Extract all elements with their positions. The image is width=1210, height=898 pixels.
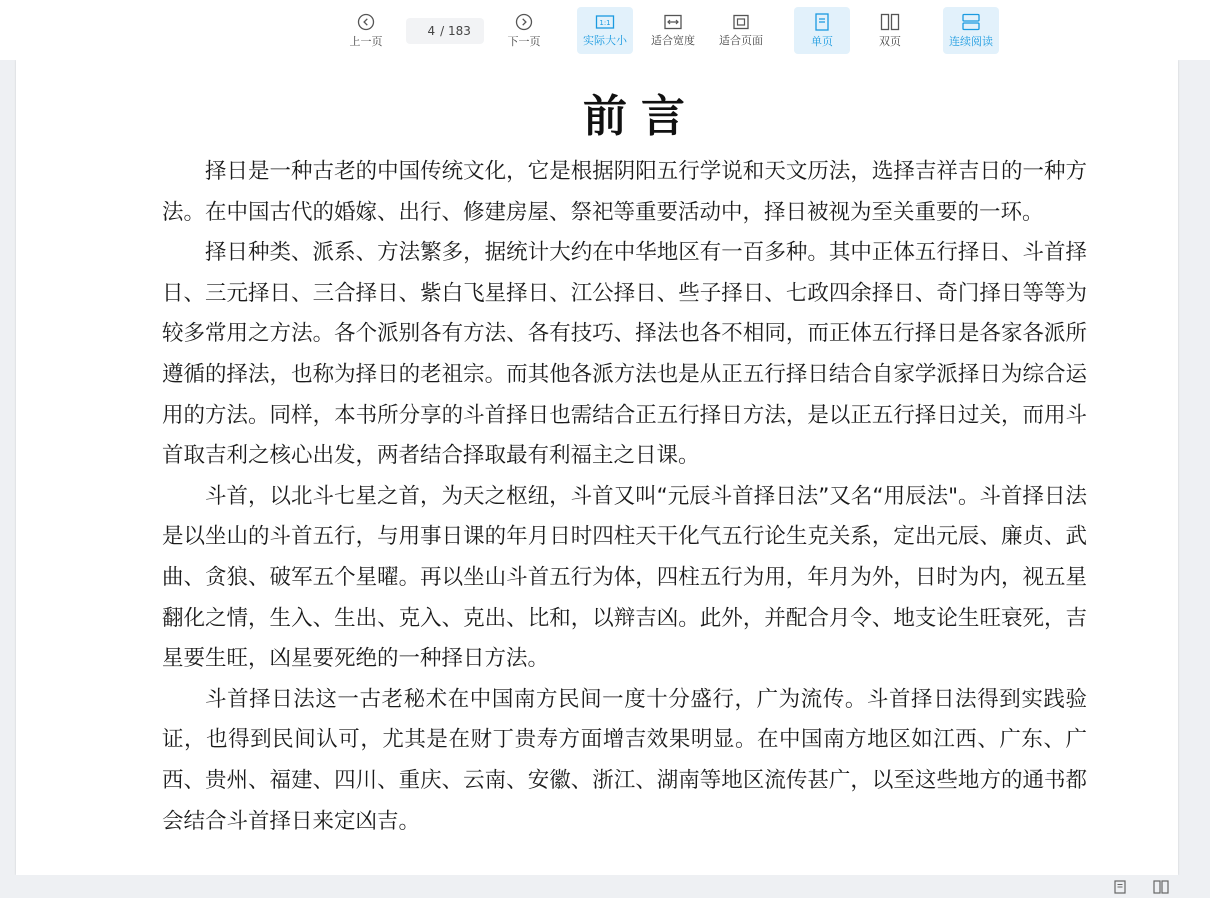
document-viewport[interactable] — [0, 60, 1210, 875]
fit-width-label: 适合宽度 — [651, 33, 695, 47]
fit-page-button[interactable] — [713, 7, 769, 54]
double-page-button[interactable] — [862, 7, 918, 54]
continuous-reading-label: 连续阅读 — [949, 34, 993, 48]
svg-text:1:1: 1:1 — [599, 18, 611, 27]
fit-width-button[interactable] — [645, 7, 701, 54]
single-page-button[interactable] — [794, 7, 850, 54]
chevron-left-circle-icon — [357, 13, 375, 31]
double-page-icon — [880, 13, 900, 31]
double-page-label: 双页 — [879, 34, 901, 48]
prev-page-label: 上一页 — [349, 34, 383, 48]
paragraph-1: 择日是一种古老的中国传统文化，它是根据阴阳五行学说和天文历法，选择吉祥吉日的一种方法。在中国古代的婚嫁、出行、修建房屋、祭祀等重要活动中，择日被视为至关重要的一环。 — [162, 159, 1087, 225]
chevron-right-circle-icon — [515, 13, 533, 31]
paragraph-4: 斗首择日法这一古老秘术在中国南方民间一度十分盛行，广为流传。斗首择日法得到实践验证，也得到民间认可，尤其是在财丁贵寿方面增吉效果明显。在中国南方地区如江西、广东、广西、贵州、福建、四川、重庆、云南、安徽、浙江、湖南等地区流传甚广，以至这些地方的通书都会结合斗首择日来定凶吉。 — [162, 686, 1087, 834]
single-page-view-icon[interactable] — [1114, 879, 1126, 898]
page-body — [162, 152, 1087, 842]
page-indicator — [406, 18, 484, 44]
document-page — [16, 60, 1178, 875]
double-page-view-icon[interactable] — [1153, 879, 1169, 898]
status-bar — [0, 875, 1210, 893]
viewer-toolbar — [0, 0, 1210, 60]
paragraph-3: 斗首，以北斗七星之首，为天之枢纽，斗首又叫“元辰斗首择日法”又名“用辰法"。斗首择日法是以坐山的斗首五行，与用事日课的年月日时四柱天干化气五行论生克关系，定出元辰、廉贞、武曲、贪狼、破军五个星曜。再以坐山斗首五行为体，四柱五行为用，年月为外，日时为内，视五星翻化之情，生入、生出、克入、克出、比和，以辩吉凶。此外，并配合月令、地支论生旺衰死，吉星要生旺，凶星要死绝的一种择日方法。 — [162, 483, 1087, 672]
fit-width-icon — [663, 14, 683, 30]
page-number-input[interactable] — [419, 24, 435, 38]
continuous-reading-icon — [961, 13, 981, 31]
paragraph-2: 择日种类、派系、方法繁多，据统计大约在中华地区有一百多种。其中正体五行择日、斗首择日、三元择日、三合择日、紫白飞星择日、江公择日、些子择日、七政四余择日、奇门择日等等为较多常用之方法。各个派别各有方法、各有技巧、择法也各不相同，而正体五行择日是各家各派所遵循的择法，也称为择日的老祖宗。而其他各派方法也是从正五行择日结合自家学派择日为综合运用的方法。同样，本书所分享的斗首择日也需结合正五行择日方法，是以正五行择日过关，而用斗首取吉利之核心出发，两者结合择取最有利福主之日课。 — [162, 240, 1087, 469]
prev-page-button[interactable] — [340, 7, 392, 54]
page-title: 前言 — [583, 91, 699, 142]
fit-page-icon — [731, 14, 751, 30]
actual-size-label: 实际大小 — [583, 33, 627, 47]
single-page-label: 单页 — [811, 34, 833, 48]
next-page-button[interactable] — [498, 7, 550, 54]
continuous-reading-button[interactable] — [943, 7, 999, 54]
single-page-icon — [814, 13, 830, 31]
actual-size-icon — [595, 14, 615, 30]
next-page-label: 下一页 — [507, 34, 541, 48]
fit-page-label: 适合页面 — [719, 33, 763, 47]
total-pages-text: / 183 — [440, 24, 471, 38]
actual-size-button[interactable] — [577, 7, 633, 54]
